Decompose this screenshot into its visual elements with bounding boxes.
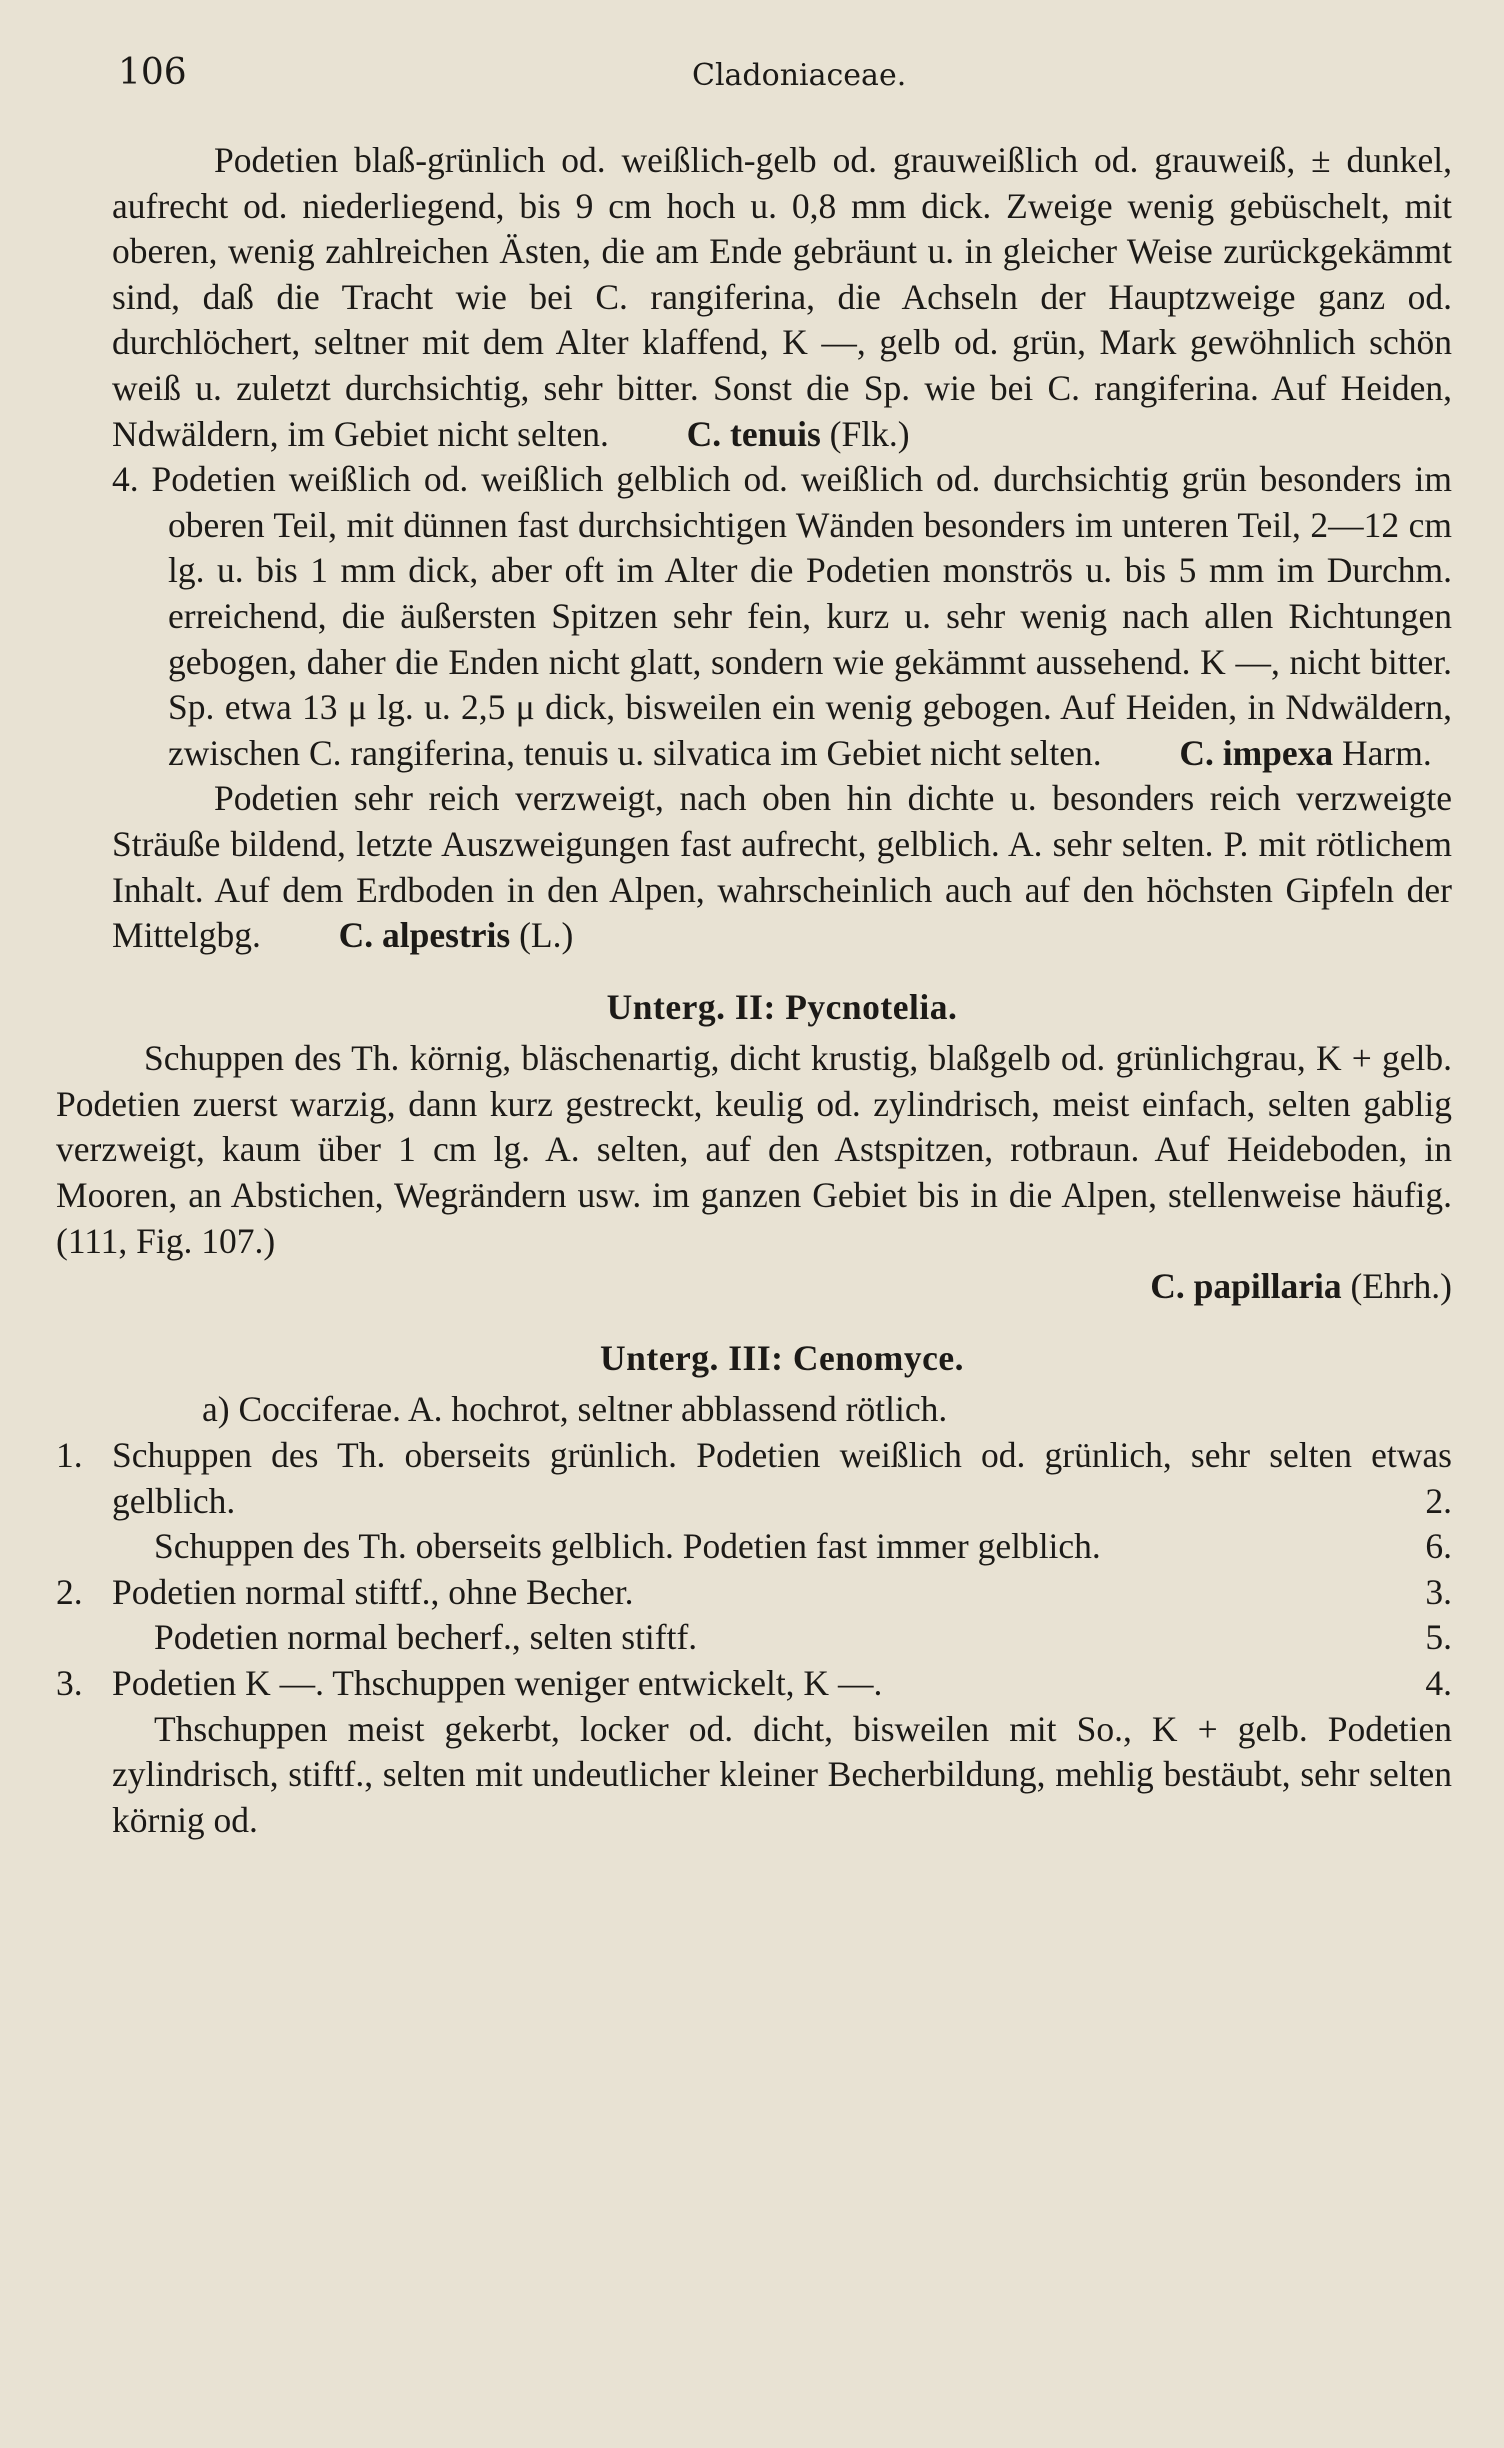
key-text: Thschuppen meist gekerbt, locker od. dicht, bisweilen mit So., K + gelb. Podetien zylindrisch, stiftf., selten mit undeutlicher kleiner Becherbildung, mehlig bestäubt, sehr selten körnig od. <box>112 1708 1452 1840</box>
key-text: Podetien normal stiftf., ohne Becher. <box>112 1571 634 1612</box>
entry-impexa <box>56 457 1452 776</box>
section-heading-cenomyce: Unterg. III: Cenomyce. <box>600 1337 964 1378</box>
entry-papillaria <box>56 1036 1452 1264</box>
key-entry-3 <box>56 1661 1452 1707</box>
key-number: 2. <box>56 1571 83 1612</box>
species-author: (L.) <box>519 915 574 956</box>
key-number: 3. <box>56 1663 83 1703</box>
key-reference: 5. <box>1425 1617 1452 1658</box>
species-name: C. impexa <box>1179 732 1334 773</box>
species-line <box>112 1264 1452 1310</box>
species-name: C. alpestris <box>338 915 511 956</box>
key-text: Schuppen des Th. oberseits grünlich. Podetien weißlich od. grünlich, sehr selten etwas gelblich. <box>112 1435 1452 1521</box>
key-entry-2 <box>56 1570 1452 1616</box>
key-number: 4. <box>112 459 139 500</box>
species-name: C. papillaria <box>1150 1266 1342 1307</box>
group-heading-cocciferae <box>112 1387 1452 1433</box>
section-heading-pycnotelia: Unterg. II: Pycnotelia. <box>606 986 958 1027</box>
entry-tenuis <box>112 138 1452 457</box>
key-text: Podetien normal becherf., selten stiftf. <box>154 1617 698 1658</box>
group-text: a) Cocciferae. A. hochrot, seltner abblassend rötlich. <box>202 1389 948 1430</box>
entry-alpestris <box>112 776 1452 958</box>
key-reference: 2. <box>1425 1480 1452 1521</box>
page-header <box>118 52 1458 102</box>
key-number: 1. <box>56 1435 83 1476</box>
species-author: Harm. <box>1342 732 1432 773</box>
entry-text: Podetien weißlich od. weißlich gelblich od. weißlich od. durchsichtig grün besonders im oberen Teil, mit dünnen fast durchsichtigen Wänden besonders im unteren Teil, 2—12 cm lg. u. bis 1 mm dick, aber oft im Alter die Podetien monströs u. bis 5 mm im Durchm. erreichend, die äußersten Spitzen sehr fein, kurz u. sehr wenig nach allen Richtungen gebogen, daher die Enden nicht glatt, sondern wie gekämmt aussehend. K —, nicht bitter. Sp. etwa 13 μ lg. u. 2,5 μ dick, bisweilen ein wenig gebogen. Auf Heiden, in Ndwäldern, zwischen C. rangiferina, tenuis u. silvatica im Gebiet nicht selten. <box>151 459 1453 773</box>
entry-text: Schuppen des Th. körnig, bläschenartig, dicht krustig, blaßgelb od. grünlichgrau, K + gelb. Podetien zuerst warzig, dann kurz gestreckt, keulig od. zylindrisch, meist einfach, selten gablig verzweigt, kaum über 1 cm lg. A. selten, auf den Astspitzen, rotbraun. Auf Heideboden, in Mooren, an Abstichen, Wegrändern usw. im ganzen Gebiet bis in die Alpen, stellenweise häufig. (111, Fig. 107.) <box>56 1038 1452 1261</box>
entry-text: Podetien sehr reich verzweigt, nach oben hin dichte u. besonders reich verzweigte Sträuße bildend, letzte Auszweigungen fast aufrecht, gelblich. A. sehr selten. P. mit rötlichem Inhalt. Auf dem Erdboden in den Alpen, wahrscheinlich auch auf den höchsten Gipfeln der Mittelgbg. <box>112 778 1452 956</box>
page-body <box>56 138 1453 1843</box>
species-author: (Ehrh.) <box>1350 1266 1452 1307</box>
key-entry-2b <box>112 1615 1452 1661</box>
key-reference: 6. <box>1425 1526 1452 1567</box>
key-entry-1 <box>56 1433 1452 1524</box>
page-number: 106 <box>118 52 187 93</box>
species-author: (Flk.) <box>829 413 910 454</box>
key-reference: 4. <box>1425 1663 1452 1703</box>
entry-text: Podetien blaß-grünlich od. weißlich-gelb od. grauweißlich od. grauweiß, ± dunkel, aufrecht od. niederliegend, bis 9 cm hoch u. 0,8 mm dick. Zweige wenig gebüschelt, mit oberen, wenig zahlreichen Ästen, die am Ende gebräunt u. in gleicher Weise zurückgekämmt sind, daß die Tracht wie bei C. rangiferina, die Achseln der Hauptzweige ganz od. durchlöchert, seltner mit dem Alter klaffend, K —, gelb od. grün, Mark gewöhnlich schön weiß u. zuletzt durchsichtig, sehr bitter. Sonst die Sp. wie bei C. rangiferina. Auf Heiden, Ndwäldern, im Gebiet nicht selten. <box>112 140 1452 454</box>
key-entry-3b <box>112 1707 1452 1844</box>
key-reference: 3. <box>1425 1571 1452 1612</box>
key-text: Podetien K —. Thschuppen weniger entwickelt, K —. <box>112 1663 883 1703</box>
key-entry-1b <box>112 1524 1452 1570</box>
key-text: Schuppen des Th. oberseits gelblich. Podetien fast immer gelblich. <box>154 1526 1101 1567</box>
species-name: C. tenuis <box>686 413 821 454</box>
running-head: Cladoniaceae. <box>692 58 907 93</box>
